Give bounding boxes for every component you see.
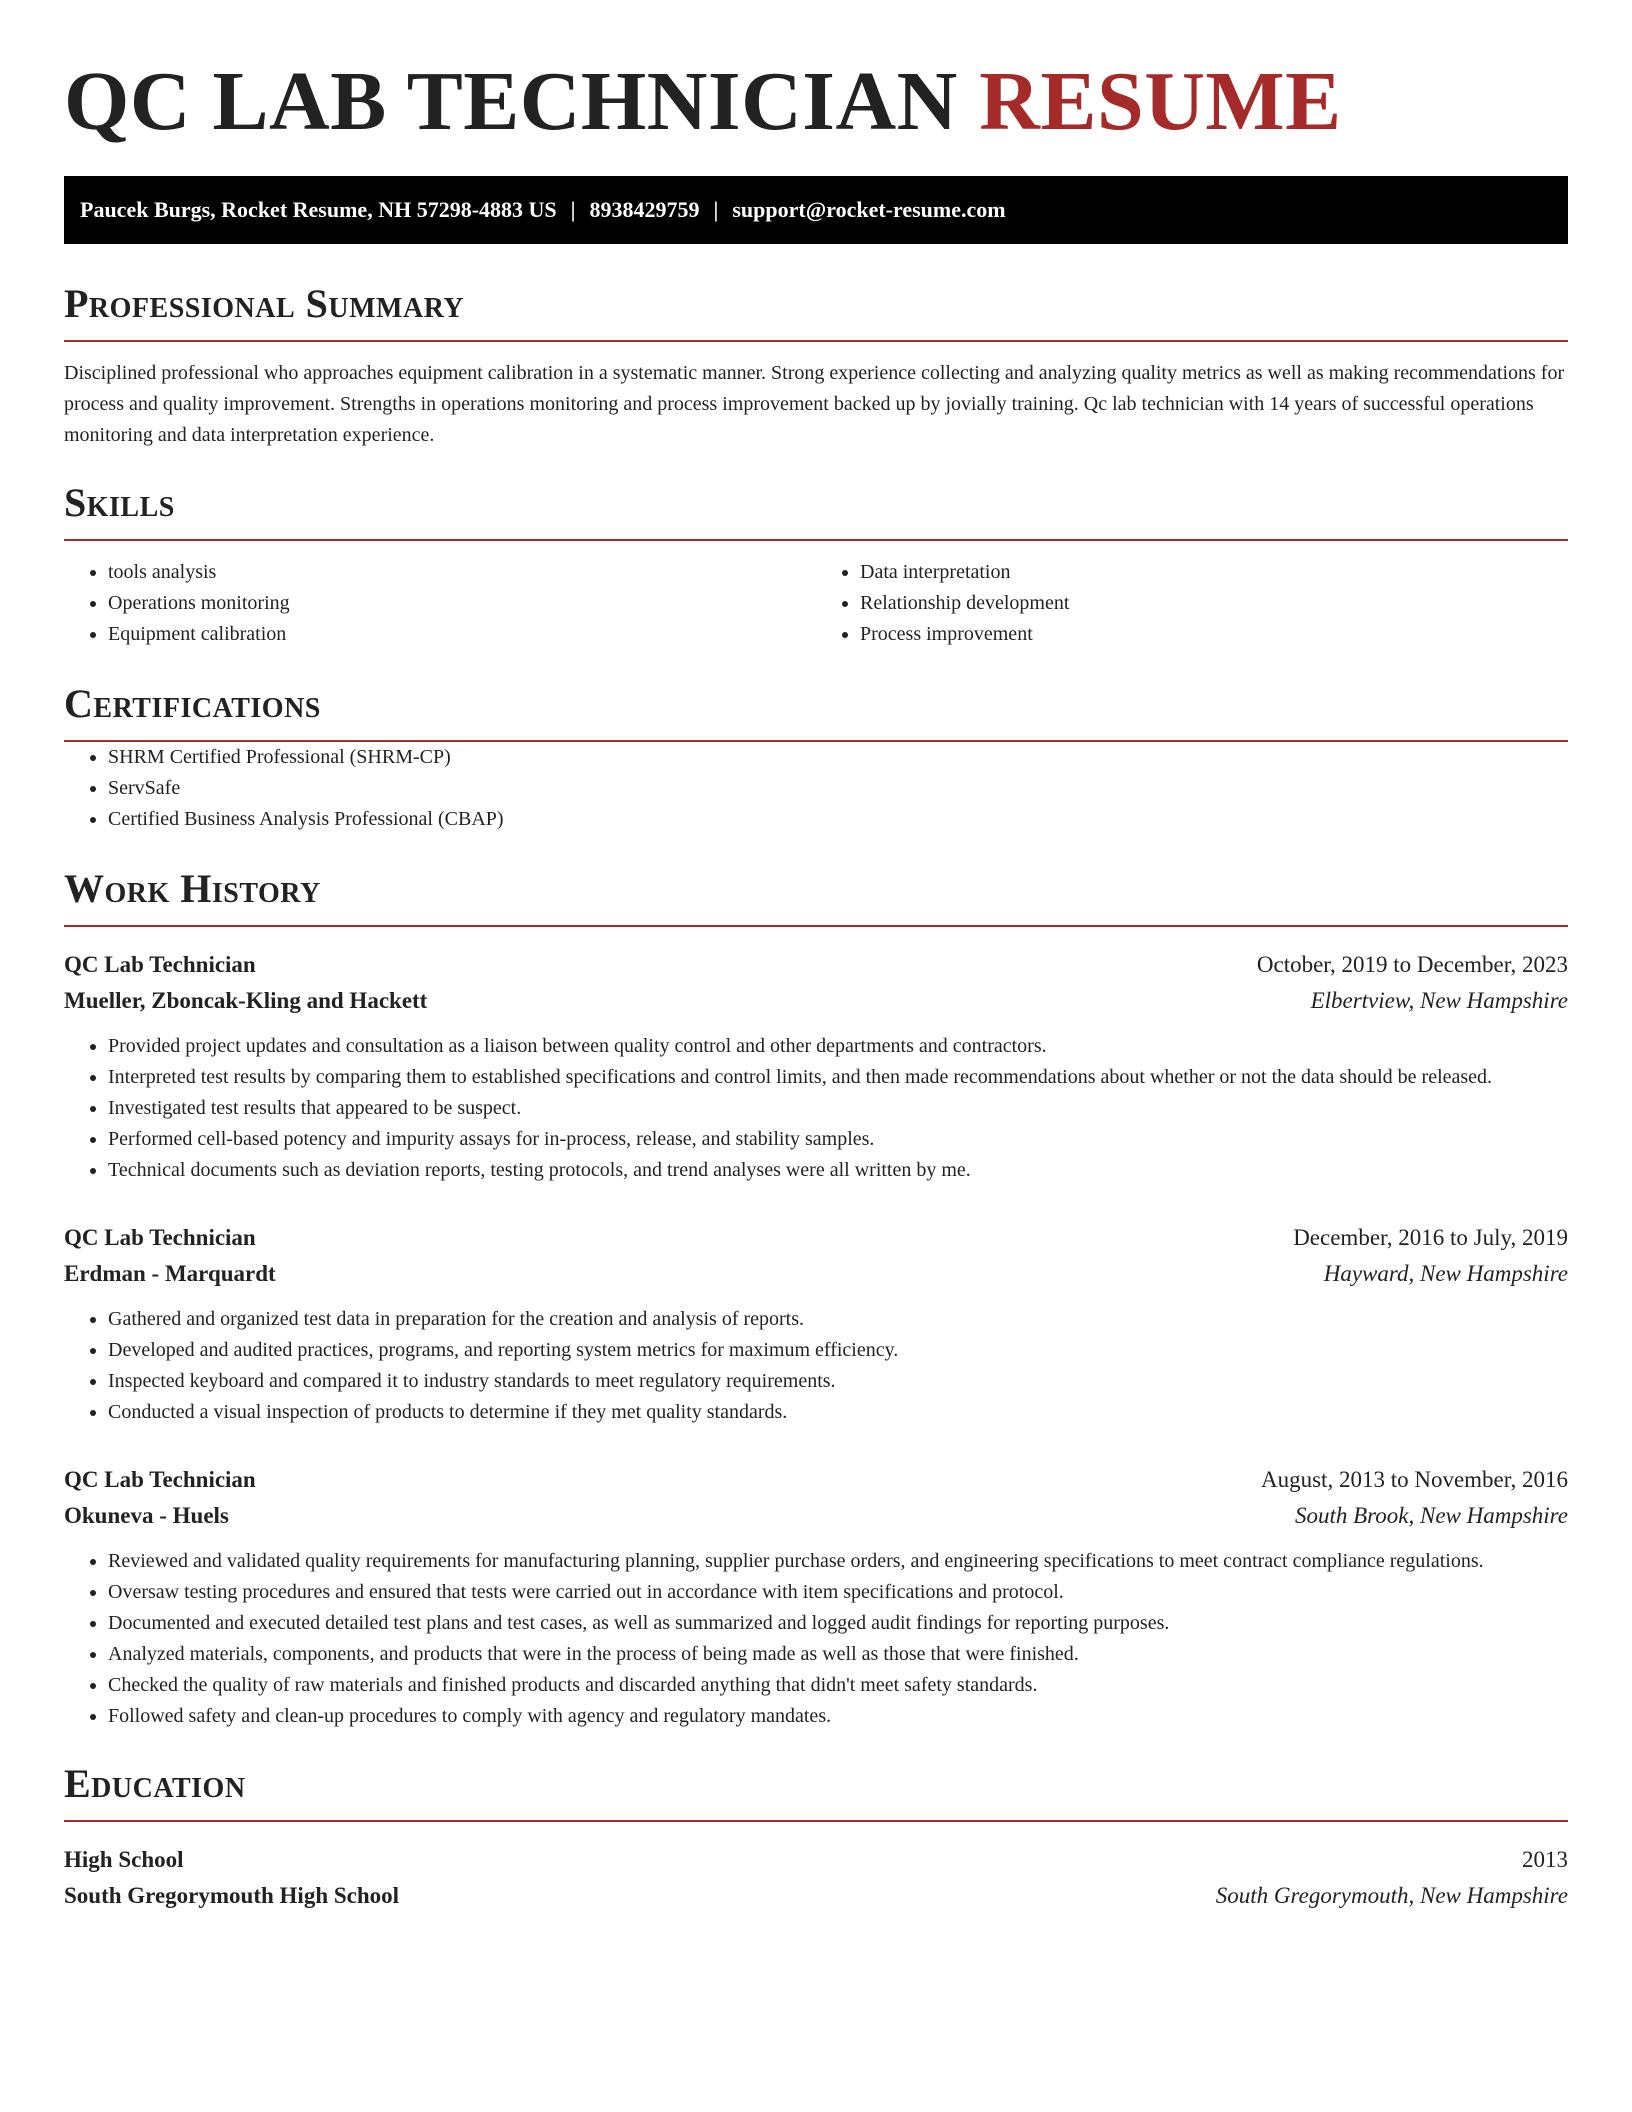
- section-divider: [64, 340, 1568, 342]
- section-divider: [64, 925, 1568, 927]
- job-bullet: • Gathered and organized test data in preparation for the creation and analysis of reports.: [108, 1304, 1568, 1335]
- job-header: [64, 1462, 1568, 1498]
- job-title: QC Lab Technician: [64, 952, 256, 977]
- job-bullet: • Reviewed and validated quality requirements for manufacturing planning, supplier purchase orders, and engineering specifications to meet contract compliance regulations.: [108, 1546, 1568, 1577]
- job-title: QC Lab Technician: [64, 1467, 256, 1492]
- contact-phone: 8938429759: [589, 197, 700, 222]
- contact-email: support@rocket-resume.com: [732, 197, 1006, 222]
- job-entry: [64, 1220, 1568, 1428]
- education-location: South Gregorymouth, New Hampshire: [1215, 1883, 1568, 1908]
- job-bullet: • Followed safety and clean-up procedures to comply with agency and regulatory mandates.: [108, 1701, 1568, 1732]
- skills-section: [64, 479, 1568, 650]
- job-dates: December, 2016 to July, 2019: [1293, 1225, 1568, 1250]
- job-bullets: [64, 1304, 1568, 1428]
- job-company: Erdman - Marquardt: [64, 1261, 276, 1286]
- title-main: QC LAB TECHNICIAN: [64, 55, 958, 148]
- job-header: [64, 1220, 1568, 1256]
- job-title: QC Lab Technician: [64, 1225, 256, 1250]
- skill-item: • Equipment calibration: [108, 619, 816, 650]
- job-bullet: • Performed cell-based potency and impurity assays for in-process, release, and stability samples.: [108, 1124, 1568, 1155]
- section-heading-skills: Skills: [64, 480, 175, 525]
- certification-item: • ServSafe: [108, 773, 1568, 804]
- contact-address: Paucek Burgs, Rocket Resume, NH 57298-4883 US: [80, 197, 557, 222]
- section-divider: [64, 539, 1568, 541]
- education-school: South Gregorymouth High School: [64, 1883, 400, 1908]
- job-bullet: • Checked the quality of raw materials and finished products and discarded anything that didn't meet safety standards.: [108, 1670, 1568, 1701]
- job-dates: August, 2013 to November, 2016: [1261, 1467, 1568, 1492]
- skill-item: • Operations monitoring: [108, 588, 816, 619]
- skills-grid: [64, 557, 1568, 650]
- job-location: Elbertview, New Hampshire: [1310, 988, 1568, 1013]
- job-entry: [64, 947, 1568, 1186]
- job-bullet: • Conducted a visual inspection of products to determine if they met quality standards.: [108, 1397, 1568, 1428]
- contact-separator: |: [713, 197, 719, 222]
- skills-list-left: [64, 557, 816, 650]
- title-accent: RESUME: [979, 55, 1342, 148]
- education-section: [64, 1760, 1568, 1914]
- job-bullet: • Provided project updates and consultation as a liaison between quality control and other departments and contractors.: [108, 1031, 1568, 1062]
- job-bullet: • Oversaw testing procedures and ensured that tests were carried out in accordance with item specifications and protocol.: [108, 1577, 1568, 1608]
- education-degree: High School: [64, 1847, 184, 1872]
- job-bullets: [64, 1031, 1568, 1186]
- job-header: [64, 947, 1568, 983]
- job-subheader: [64, 983, 1568, 1019]
- job-location: South Brook, New Hampshire: [1294, 1503, 1568, 1528]
- skill-item: • Data interpretation: [860, 557, 1568, 588]
- job-company: Mueller, Zboncak-Kling and Hackett: [64, 988, 428, 1013]
- education-year: 2013: [1522, 1847, 1568, 1872]
- contact-bar: [64, 176, 1568, 244]
- job-bullets: [64, 1546, 1568, 1732]
- section-divider: [64, 1820, 1568, 1822]
- job-entry: [64, 1462, 1568, 1732]
- job-bullet: • Investigated test results that appeared to be suspect.: [108, 1093, 1568, 1124]
- resume-title: [64, 52, 1568, 152]
- section-heading-work-history: Work History: [64, 866, 321, 911]
- skill-item: • Process improvement: [860, 619, 1568, 650]
- education-header: [64, 1842, 1568, 1878]
- job-bullet: • Interpreted test results by comparing them to established specifications and control limits, and then made recommendations about whether or not the data should be released.: [108, 1062, 1568, 1093]
- job-company: Okuneva - Huels: [64, 1503, 229, 1528]
- job-subheader: [64, 1256, 1568, 1292]
- certification-item: • SHRM Certified Professional (SHRM-CP): [108, 742, 1568, 773]
- job-bullet: • Documented and executed detailed test plans and test cases, as well as summarized and logged audit findings for reporting purposes.: [108, 1608, 1568, 1639]
- summary-text: Disciplined professional who approaches equipment calibration in a systematic manner. Strong experience collecting and analyzing quality metrics as well as making recommendations for process and quality improvement. Strengths in operations monitoring and process improvement backed up by jovially training. Qc lab technician with 14 years of successful operations monitoring and data interpretation experience.: [64, 362, 1565, 446]
- skill-item: • tools analysis: [108, 557, 816, 588]
- job-bullet: • Technical documents such as deviation reports, testing protocols, and trend analyses were all written by me.: [108, 1155, 1568, 1186]
- section-heading-certifications: Certifications: [64, 681, 321, 726]
- certification-item: • Certified Business Analysis Professional (CBAP): [108, 804, 1568, 835]
- job-bullet: • Inspected keyboard and compared it to industry standards to meet regulatory requirements.: [108, 1366, 1568, 1397]
- job-dates: October, 2019 to December, 2023: [1256, 952, 1568, 977]
- education-subheader: [64, 1878, 1568, 1914]
- job-subheader: [64, 1498, 1568, 1534]
- skills-list-right: [816, 557, 1568, 650]
- job-location: Hayward, New Hampshire: [1323, 1261, 1568, 1286]
- education-entry: [64, 1842, 1568, 1914]
- section-heading-summary: Professional Summary: [64, 281, 465, 326]
- skill-item: • Relationship development: [860, 588, 1568, 619]
- contact-separator: |: [570, 197, 576, 222]
- section-heading-education: Education: [64, 1761, 246, 1806]
- work-history-section: [64, 865, 1568, 1732]
- job-bullet: • Developed and audited practices, programs, and reporting system metrics for maximum efficiency.: [108, 1335, 1568, 1366]
- summary-section: [64, 280, 1568, 451]
- certifications-list: [64, 742, 1568, 835]
- certifications-section: [64, 680, 1568, 835]
- job-bullet: • Analyzed materials, components, and products that were in the process of being made as well as those that were finished.: [108, 1639, 1568, 1670]
